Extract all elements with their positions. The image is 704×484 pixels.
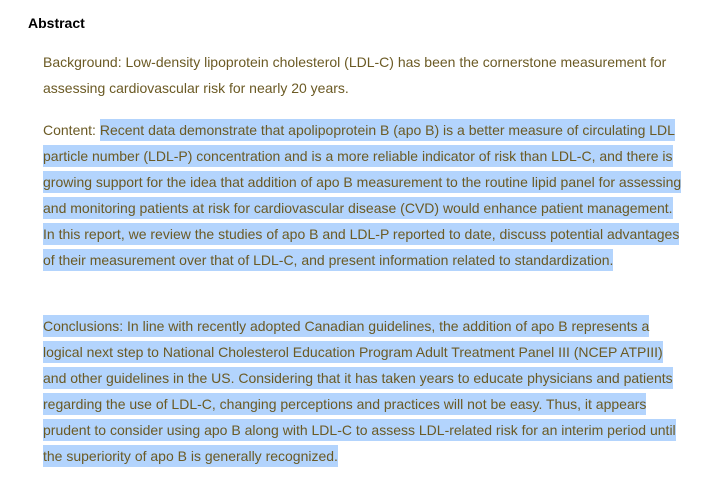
content-selected-text: Recent data demonstrate that apolipoprotein B (apo B) is a better measure of circulating LDL particle number (LDL-P) concentration and is a more reliable indicator of risk than LDL-C, and there is growing support for the idea that addition of apo B measurement to the routine lipid panel for assessing and monitoring patients at risk for cardiovascular disease (CVD) would enhance patient management. In this report, we review the studies of apo B and LDL-P reported to date, discuss potential advantages of their measurement over that of LDL-C, and present information related to standardization.	[43, 119, 681, 271]
abstract-heading: Abstract	[28, 15, 85, 31]
abstract-background-paragraph: Background: Low-density lipoprotein cholesterol (LDL-C) has been the cornerstone measurement for assessing cardiovascular risk for nearly 20 years.	[43, 54, 667, 96]
abstract-conclusions-paragraph	[43, 313, 683, 469]
abstract-content-paragraph	[43, 117, 683, 273]
content-label: Content:	[43, 122, 96, 138]
conclusions-selected-text: Conclusions: In line with recently adopted Canadian guidelines, the addition of apo B represents a logical next step to National Cholesterol Education Program Adult Treatment Panel III (NCEP ATPIII) and other guidelines in the US. Considering that it has taken years to educate physicians and patients regarding the use of LDL-C, changing perceptions and practices will not be easy. Thus, it appears prudent to consider using apo B along with LDL-C to assess LDL-related risk for an interim period until the superiority of apo B is generally recognized.	[43, 315, 676, 467]
